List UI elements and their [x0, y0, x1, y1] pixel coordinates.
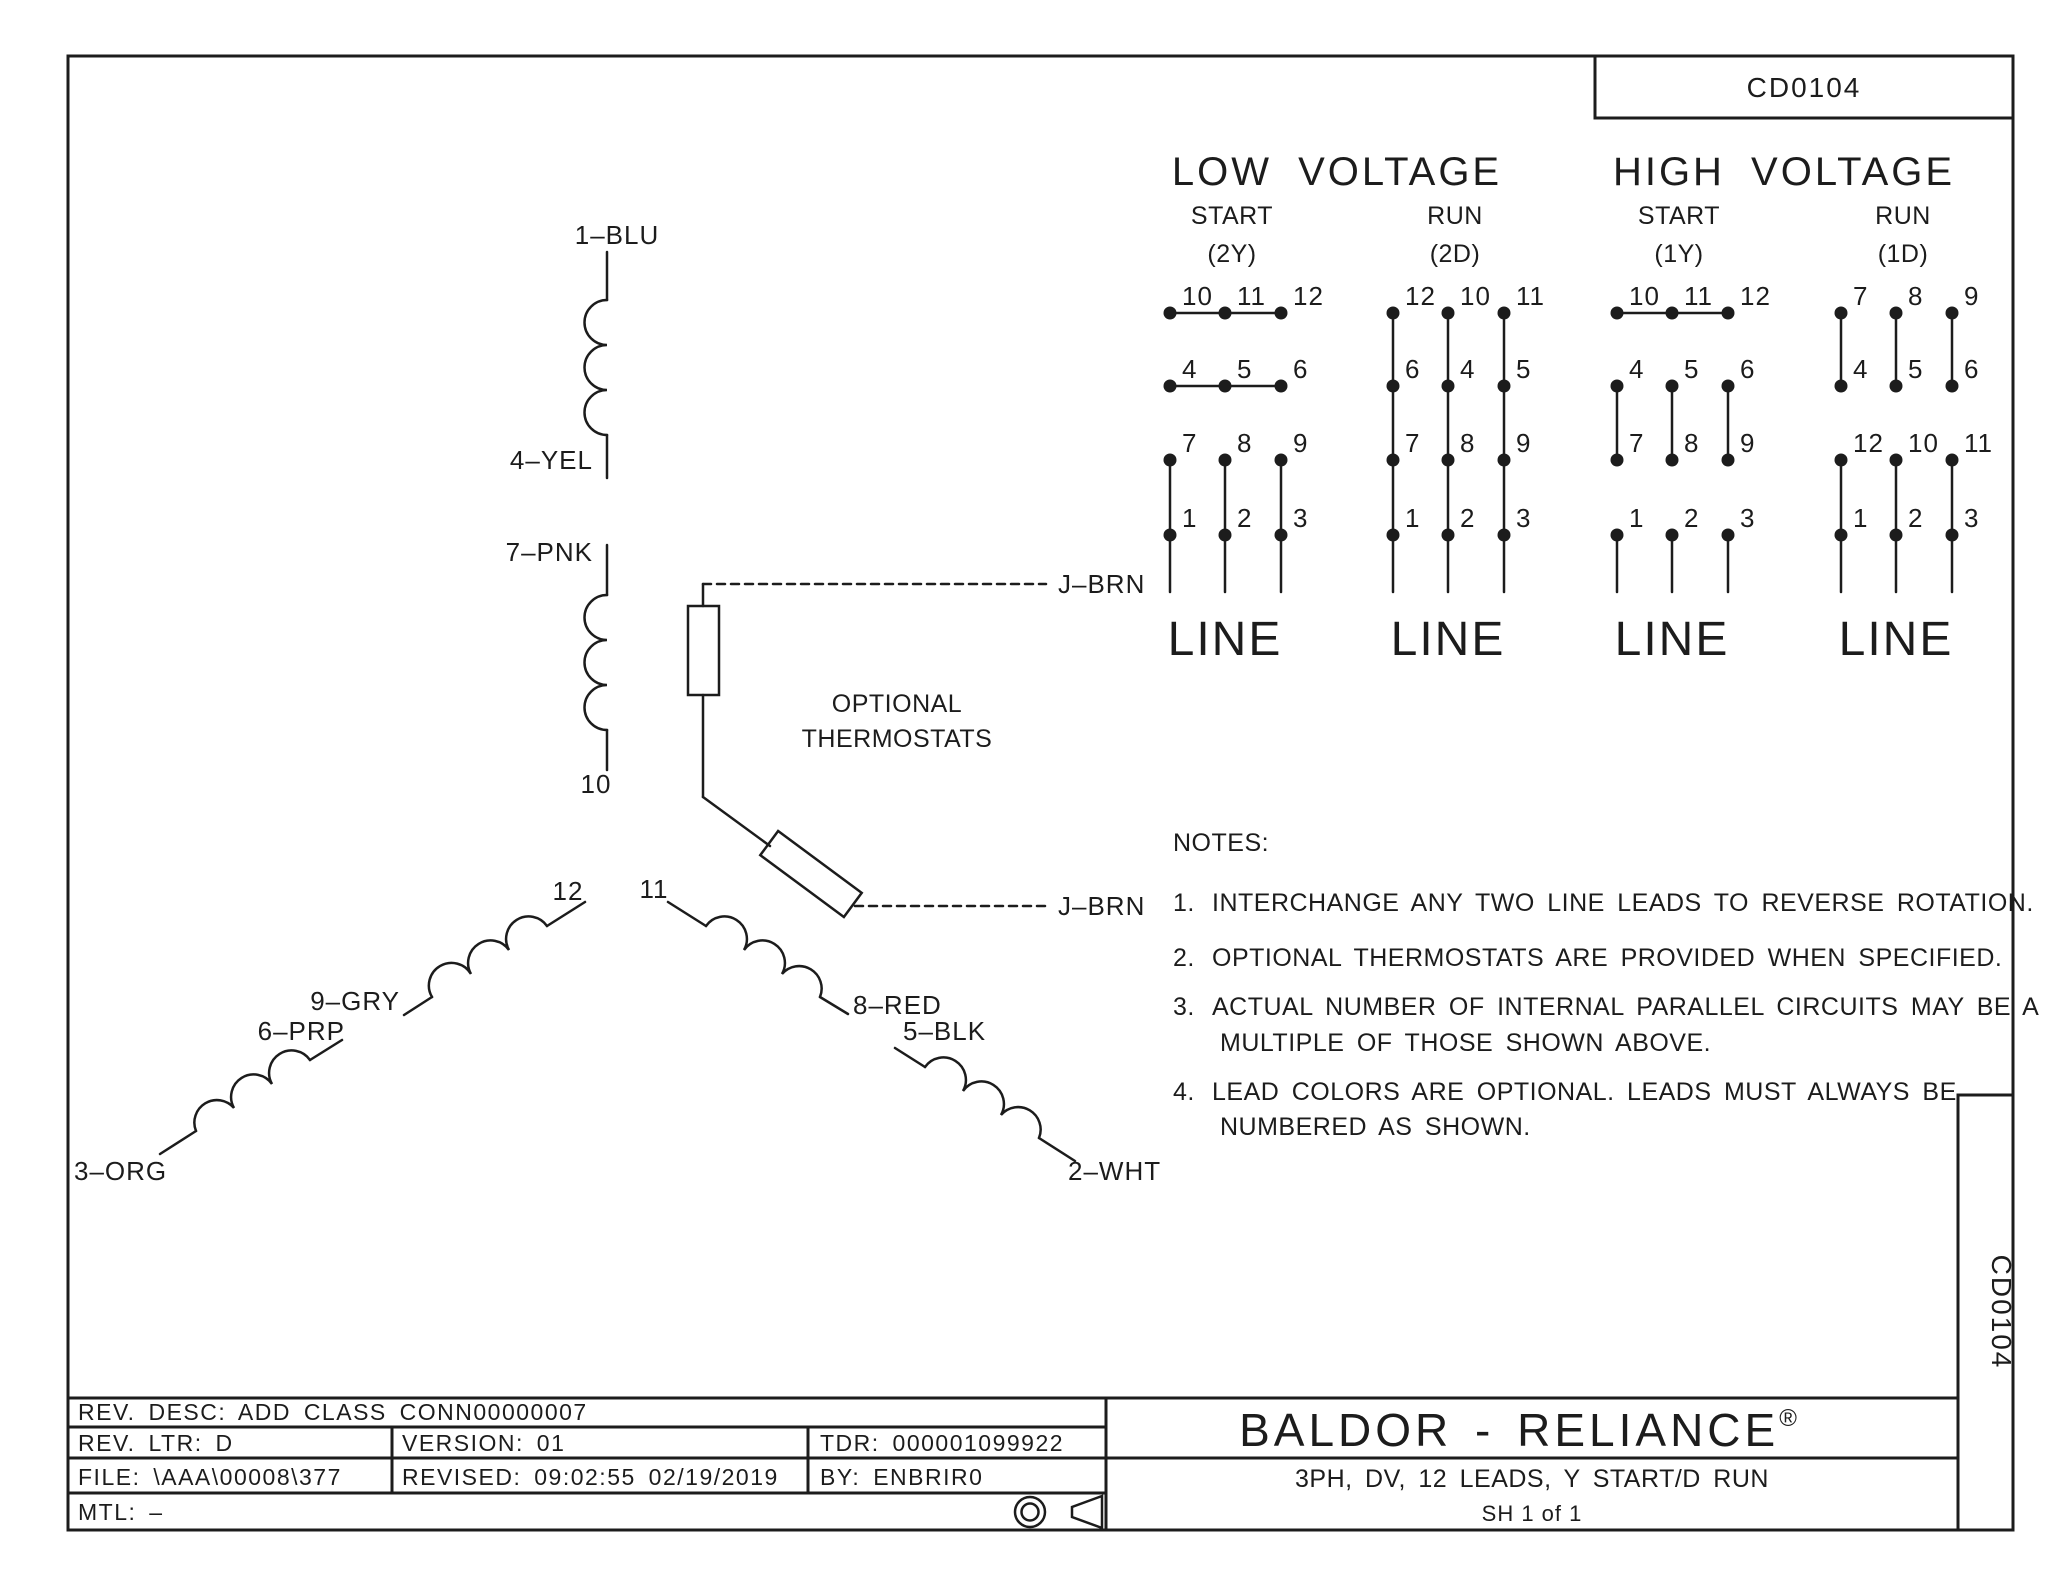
note-1-text: INTERCHANGE ANY TWO LINE LEADS TO REVERSE ROTATION.	[1212, 889, 2034, 917]
version-field: VERSION: 01	[402, 1430, 566, 1456]
thermostats-caption-line1: OPTIONAL	[831, 690, 963, 718]
terminal-label: 2	[1237, 503, 1253, 533]
drawing-frame	[68, 56, 2017, 1530]
terminal-label: 1	[1182, 503, 1198, 533]
thermostat-2	[760, 831, 861, 917]
revised-field: REVISED: 09:02:55 02/19/2019	[402, 1464, 779, 1490]
thermostat-lead-label-bottom: J–BRN	[1058, 891, 1146, 921]
terminal-label: 8	[1237, 428, 1253, 458]
line-label: LINE	[1614, 613, 1730, 666]
terminal-label: 6	[1964, 354, 1980, 384]
terminal-label: 8	[1460, 428, 1476, 458]
rev-desc-field: REV. DESC: ADD CLASS CONN00000007	[78, 1399, 588, 1425]
lead-label-12: 12	[552, 876, 584, 906]
terminal-label: 11	[1684, 281, 1713, 311]
terminal-label: 7	[1182, 428, 1198, 458]
lead-label-3-org: 3–ORG	[74, 1156, 168, 1186]
drawing-description: 3PH, DV, 12 LEADS, Y START/D RUN	[1295, 1465, 1769, 1493]
terminal-label: 3	[1516, 503, 1532, 533]
terminal-label: 7	[1405, 428, 1421, 458]
lead-label-5-blk: 5–BLK	[903, 1016, 987, 1046]
line-label: LINE	[1167, 613, 1283, 666]
connection-group-2d	[1387, 281, 1546, 666]
sheet-number: SH 1 of 1	[1481, 1501, 1583, 1526]
terminal-label: 6	[1293, 354, 1309, 384]
voltage-headers	[1172, 150, 1955, 268]
tdr-field: TDR: 000001099922	[820, 1430, 1065, 1456]
terminal-label: 8	[1908, 281, 1924, 311]
by-field: BY: ENBRIR0	[820, 1464, 984, 1490]
terminal-label: 3	[1740, 503, 1756, 533]
terminal-label: 9	[1293, 428, 1309, 458]
connection-group-1y	[1611, 281, 1771, 666]
terminal-label: 3	[1964, 503, 1980, 533]
lead-label-8-red: 8–RED	[853, 990, 942, 1020]
terminal-label: 12	[1853, 428, 1884, 458]
terminal-label: 9	[1740, 428, 1756, 458]
terminal-label: 11	[1516, 281, 1545, 311]
terminal-label: 9	[1516, 428, 1532, 458]
mtl-field: MTL: –	[78, 1499, 164, 1525]
coil-7-10	[585, 595, 608, 730]
thermostat-1	[688, 606, 719, 695]
terminal-label: 3	[1293, 503, 1309, 533]
note-3-text-line2: MULTIPLE OF THOSE SHOWN ABOVE.	[1220, 1029, 1712, 1057]
terminal-label: 4	[1853, 354, 1869, 384]
terminal-label: 10	[1908, 428, 1939, 458]
terminal-label: 6	[1405, 354, 1421, 384]
terminal-label: 1	[1629, 503, 1645, 533]
line-label: LINE	[1390, 613, 1506, 666]
terminal-label: 11	[1964, 428, 1993, 458]
mode-1y: START	[1637, 202, 1721, 230]
terminal-label: 6	[1740, 354, 1756, 384]
terminal-label: 10	[1629, 281, 1660, 311]
lead-label-7-pnk: 7–PNK	[505, 537, 593, 567]
code-2y: (2Y)	[1207, 240, 1257, 268]
note-4-text-line1: LEAD COLORS ARE OPTIONAL. LEADS MUST ALWAYS BE	[1212, 1078, 1957, 1106]
low-voltage-heading: LOW VOLTAGE	[1171, 150, 1503, 194]
notes-title: NOTES:	[1173, 829, 1270, 857]
terminal-label: 7	[1853, 281, 1869, 311]
coil-6-3	[194, 1050, 310, 1131]
mode-2y: START	[1190, 202, 1274, 230]
terminal-label: 4	[1629, 354, 1645, 384]
optional-thermostats	[688, 569, 1145, 921]
terminal-label: 10	[1182, 281, 1213, 311]
title-block	[68, 1398, 1958, 1530]
mode-2d: RUN	[1427, 202, 1483, 230]
terminal-label: 5	[1908, 354, 1924, 384]
terminal-label: 4	[1182, 354, 1198, 384]
doc-number: CD0104	[1746, 72, 1862, 103]
coil-9-12	[429, 916, 547, 997]
terminal-label: 4	[1460, 354, 1476, 384]
lead-label-9-gry: 9–GRY	[310, 986, 400, 1016]
coil-5-2	[925, 1057, 1041, 1138]
lead-label-10: 10	[580, 769, 612, 799]
note-1-num: 1.	[1173, 889, 1195, 917]
lead-label-6-prp: 6–PRP	[257, 1016, 345, 1046]
code-2d: (2D)	[1429, 240, 1481, 268]
terminal-label: 2	[1684, 503, 1700, 533]
code-1d: (1D)	[1877, 240, 1929, 268]
terminal-label: 12	[1740, 281, 1771, 311]
terminal-label: 1	[1853, 503, 1869, 533]
line-label: LINE	[1838, 613, 1954, 666]
brand-name: BALDOR - RELIANCE	[1239, 1404, 1780, 1456]
note-2-text: OPTIONAL THERMOSTATS ARE PROVIDED WHEN SPECIFIED.	[1212, 944, 2003, 972]
terminal-label: 10	[1460, 281, 1491, 311]
terminal-label: 5	[1516, 354, 1532, 384]
note-4-num: 4.	[1173, 1078, 1195, 1106]
coil-11-8	[706, 916, 822, 997]
terminal-label: 9	[1964, 281, 1980, 311]
note-4-text-line2: NUMBERED AS SHOWN.	[1220, 1113, 1531, 1141]
connection-group-2y	[1164, 281, 1324, 666]
code-1y: (1Y)	[1654, 240, 1704, 268]
brand-title	[1239, 1404, 1801, 1456]
terminal-label: 12	[1293, 281, 1324, 311]
terminal-label: 2	[1460, 503, 1476, 533]
terminal-label: 2	[1908, 503, 1924, 533]
lead-label-11: 11	[639, 874, 669, 904]
file-field: FILE: \AAA\00008\377	[78, 1464, 342, 1490]
winding-diagram	[74, 220, 1161, 1186]
terminal-label: 8	[1684, 428, 1700, 458]
thermostats-caption-line2: THERMOSTATS	[801, 725, 993, 753]
thermostat-lead-label-top: J–BRN	[1058, 569, 1146, 599]
terminal-label: 7	[1629, 428, 1645, 458]
terminal-label: 12	[1405, 281, 1436, 311]
lead-label-2-wht: 2–WHT	[1068, 1156, 1162, 1186]
note-2-num: 2.	[1173, 944, 1195, 972]
connection-group-1d	[1835, 281, 1994, 666]
projection-symbol-icon	[1015, 1496, 1102, 1528]
border	[68, 56, 2013, 1530]
lead-label-1-blu: 1–BLU	[574, 220, 660, 250]
lead-label-4-yel: 4–YEL	[509, 445, 593, 475]
terminal-label: 5	[1237, 354, 1253, 384]
terminal-label: 11	[1237, 281, 1266, 311]
note-3-text-line1: ACTUAL NUMBER OF INTERNAL PARALLEL CIRCUITS MAY BE A	[1212, 993, 2040, 1021]
high-voltage-heading: HIGH VOLTAGE	[1612, 150, 1956, 194]
terminal-label: 1	[1405, 503, 1421, 533]
notes-section	[1173, 829, 2039, 1141]
doc-number-side: CD0104	[1986, 1254, 2017, 1370]
coil-1-4	[585, 300, 608, 435]
note-3-num: 3.	[1173, 993, 1195, 1021]
registered-mark: ®	[1779, 1405, 1801, 1432]
terminal-label: 5	[1684, 354, 1700, 384]
rev-ltr-field: REV. LTR: D	[78, 1430, 234, 1456]
mode-1d: RUN	[1875, 202, 1931, 230]
